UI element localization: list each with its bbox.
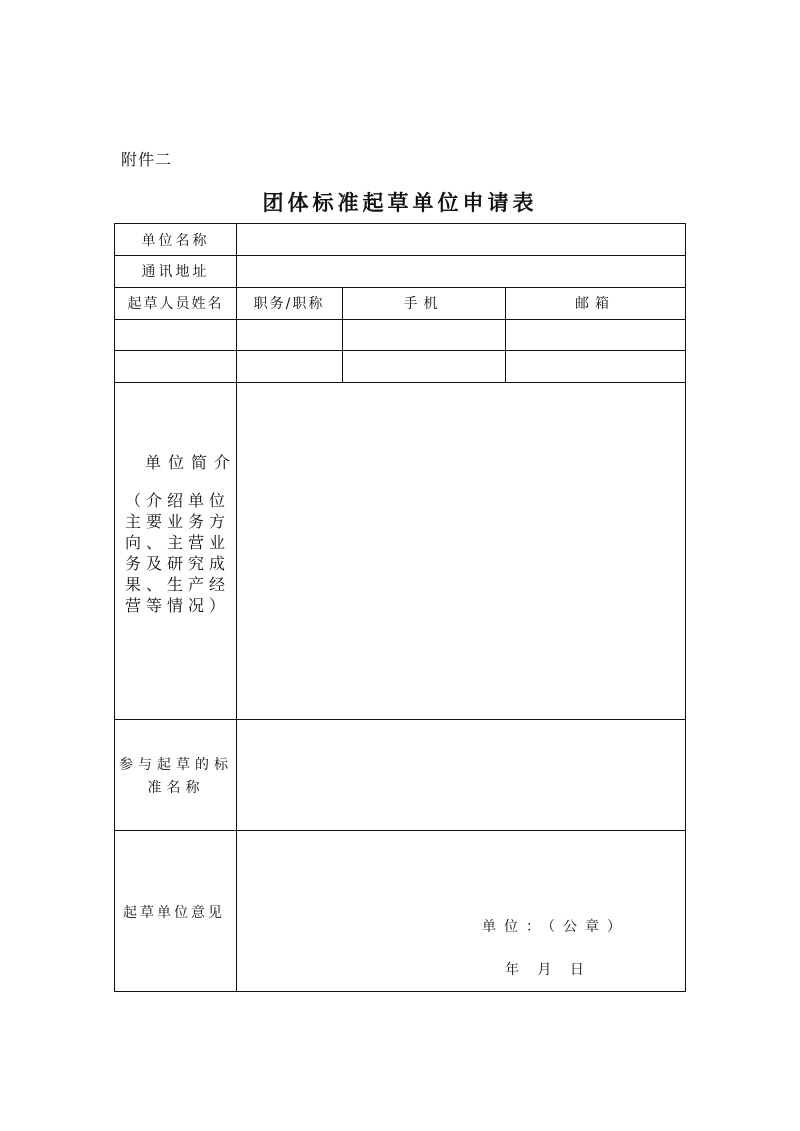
- address-label: 通讯地址: [141, 264, 210, 280]
- unit-name-field[interactable]: [237, 224, 685, 255]
- opinion-field[interactable]: [237, 831, 685, 991]
- drafter-row-2-position[interactable]: [237, 351, 342, 382]
- email-header: 邮箱: [575, 296, 615, 312]
- drafter-row-1-position[interactable]: [237, 320, 342, 350]
- attachment-label: 附件二: [121, 150, 173, 169]
- seal-line: 单位：（公章）: [482, 919, 629, 935]
- standard-name-field[interactable]: [237, 720, 685, 830]
- application-form-table: [114, 223, 686, 992]
- standard-name-label: 参与起草的标准名称: [119, 757, 233, 796]
- phone-header: 手机: [403, 296, 444, 312]
- intro-description: （介绍单位主要业务方向、主营业务及研究成果、生产经营等情况）: [125, 491, 231, 615]
- unit-name-label: 单位名称: [141, 232, 210, 249]
- intro-field[interactable]: [237, 383, 685, 719]
- drafter-row-2-name[interactable]: [115, 351, 236, 382]
- date-line: 年 月 日: [505, 962, 584, 978]
- intro-title: 单位简介: [145, 453, 238, 472]
- drafter-row-1-name[interactable]: [115, 320, 236, 350]
- drafter-row-2-email[interactable]: [506, 351, 685, 382]
- position-header: 职务/职称: [253, 296, 325, 312]
- opinion-label: 起草单位意见: [123, 905, 225, 921]
- drafter-row-1-email[interactable]: [506, 320, 685, 350]
- form-title: 团体标准起草单位申请表: [262, 191, 538, 215]
- drafter-row-2-phone[interactable]: [343, 351, 505, 382]
- drafter-row-1-phone[interactable]: [343, 320, 505, 350]
- address-field[interactable]: [237, 256, 685, 287]
- drafter-name-header: 起草人员姓名: [127, 296, 224, 312]
